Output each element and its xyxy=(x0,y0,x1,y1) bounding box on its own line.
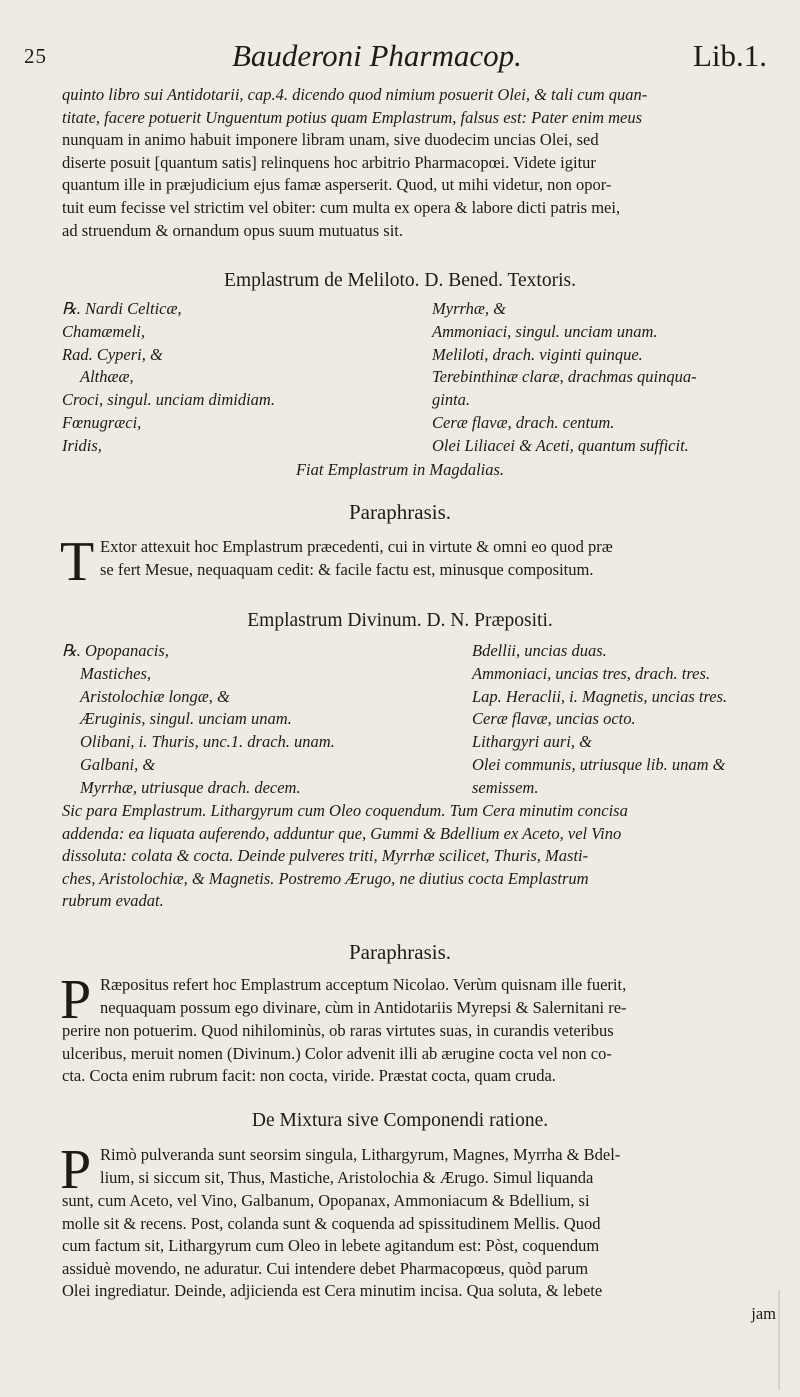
mixtura-heading: De Mixtura sive Componendi ratione. xyxy=(251,1110,549,1131)
page-number: 25 xyxy=(24,44,47,68)
ingredient-line: Chamæmeli, xyxy=(62,321,145,341)
recipe-title-divinum: Emplastrum Divinum. D. N. Præpositi. xyxy=(247,610,553,631)
ingredient-line: Olibani, i. Thuris, unc.1. drach. unam. xyxy=(80,732,335,752)
ingredient-line: Myrrhæ, utriusque drach. decem. xyxy=(80,777,301,797)
ingredient-line: Lap. Heraclii, i. Magnetis, uncias tres. xyxy=(472,686,728,706)
ingredient-line: Mastiches, xyxy=(80,663,152,683)
recipe1-closing: Fiat Emplastrum in Magdalias. xyxy=(295,460,505,479)
recipe2-ingredients-left xyxy=(62,640,335,800)
ingredient-line: Iridis, xyxy=(62,435,102,455)
text-line: diserte posuit [quantum satis] relinquens hoc arbitrio Pharmacopœi. Videte igitur xyxy=(62,152,596,172)
text-line: lium, si siccum sit, Thus, Mastiche, Aristolochia & Ærugo. Simul liquanda xyxy=(100,1167,594,1187)
recipe2-ingredients-right xyxy=(472,640,727,800)
ingredient-line: Olei Liliacei & Aceti, quantum sufficit. xyxy=(432,435,689,455)
text-line: nequaquam possum ego divinare, cùm in Antidotariis Myrepsi & Salernitani re- xyxy=(100,997,627,1017)
text-line: Olei ingrediatur. Deinde, adjicienda est Cera minutim incisa. Qua soluta, & lebete xyxy=(62,1281,603,1301)
running-header xyxy=(0,38,800,78)
text-line: cum factum sit, Lithargyrum cum Oleo in lebete agitandum est: Pòst, coquendum xyxy=(62,1236,600,1256)
page-edge-shadow xyxy=(778,1290,780,1390)
intro-paragraph xyxy=(62,84,786,242)
paraphrasis2-text xyxy=(100,974,786,1019)
text-line: assiduè movendo, ne aduratur. Cui intendere debet Pharmacopœus, quòd parum xyxy=(62,1258,589,1278)
paraphrasis1-text xyxy=(100,536,786,581)
ingredient-line: Galbani, & xyxy=(80,754,156,774)
catchword: jam xyxy=(751,1303,776,1323)
ingredient-line: Althææ, xyxy=(80,367,134,387)
ingredient-line: Meliloti, drach. viginti quinque. xyxy=(432,344,643,364)
ingredient-line: Aristolochiæ longæ, & xyxy=(80,686,230,706)
text-line: Rimò pulveranda sunt seorsim singula, Lithargyrum, Magnes, Myrrha & Bdel- xyxy=(100,1145,621,1164)
text-line: dissoluta: colata & cocta. Deinde pulveres triti, Myrrhæ scilicet, Thuris, Masti- xyxy=(62,846,589,866)
ingredient-line: Rad. Cyperi, & xyxy=(62,344,163,364)
mixtura-text xyxy=(100,1144,786,1189)
dropcap: P xyxy=(60,969,92,1031)
book-number: Lib.1. xyxy=(693,38,768,73)
ingredient-line: Æruginis, singul. unciam unam. xyxy=(80,709,292,729)
text-line: ulceribus, meruit nomen (Divinum.) Color advenit illi ab ærugine cocta vel non co- xyxy=(62,1043,612,1063)
text-line: quantum ille in præjudicium ejus famæ asperserit. Quod, ut mihi videtur, non opor- xyxy=(62,175,612,195)
ingredient-line: Croci, singul. unciam dimidiam. xyxy=(62,390,275,410)
paraphrasis-heading: Paraphrasis. xyxy=(348,940,452,964)
text-line: rubrum evadat. xyxy=(62,891,164,911)
ingredient-line: Ammoniaci, uncias tres, drach. tres. xyxy=(472,663,711,683)
text-line: quinto libro sui Antidotarii, cap.4. dicendo quod nimium posuerit Olei, & tali cum quan- xyxy=(62,85,648,104)
text-line: molle sit & recens. Post, colanda sunt & coquenda ad spissitudinem Mellis. Quod xyxy=(62,1213,601,1233)
ingredient-line: Fœnugræci, xyxy=(62,412,142,432)
ingredient-line: Lithargyri auri, & xyxy=(472,732,592,752)
paraphrasis2-text-cont xyxy=(62,1020,786,1088)
text-line: nunquam in animo habuit imponere libram unam, sive duodecim uncias Olei, sed xyxy=(62,130,599,150)
text-line: addenda: ea liquata auferendo, adduntur que, Gummi & Bdellium ex Aceto, vel Vino xyxy=(62,823,622,843)
ingredient-line: Olei communis, utriusque lib. unam & xyxy=(472,754,726,774)
text-line: Ræpositus refert hoc Emplastrum acceptum Nicolao. Verùm quisnam ille fuerit, xyxy=(100,975,627,994)
ingredient-line: Ceræ flavæ, uncias octo. xyxy=(472,709,636,729)
ingredient-line: Ceræ flavæ, drach. centum. xyxy=(432,412,615,432)
text-line: tuit eum fecisse vel strictim vel obiter: cum multa ex opera & labore dicti patris mei, xyxy=(62,197,621,217)
running-title: Bauderoni Pharmacop. xyxy=(232,38,522,73)
ingredient-line: Bdellii, uncias duas. xyxy=(472,641,607,660)
ingredient-line: ginta. xyxy=(432,390,471,410)
paraphrasis-heading: Paraphrasis. xyxy=(348,500,452,524)
dropcap: P xyxy=(60,1139,92,1201)
ingredient-line: Terebinthinæ claræ, drachmas quinqua- xyxy=(432,367,697,387)
text-line: ad struendum & ornandum opus suum mutuatus sit. xyxy=(62,220,403,240)
text-line: Extor attexuit hoc Emplastrum præcedenti, cui in virtute & omni eo quod præ xyxy=(100,537,613,556)
text-line: ches, Aristolochiæ, & Magnetis. Postremo Ærugo, ne diutius cocta Emplastrum xyxy=(62,868,589,888)
recipe1-ingredients-right xyxy=(432,298,697,458)
ingredient-line: ℞. Opopanacis, xyxy=(62,641,169,660)
ingredient-line: ℞. Nardi Celticæ, xyxy=(62,299,182,318)
recipe-title-meliloto: Emplastrum de Meliloto. D. Bened. Textoris. xyxy=(224,270,576,291)
text-line: se fert Mesue, nequaquam cedit: & facile factu est, minusque compositum. xyxy=(100,559,594,579)
ingredient-line: semissem. xyxy=(472,777,539,797)
text-line: cta. Cocta enim rubrum facit: non cocta, viride. Præstat cocta, quam cruda. xyxy=(62,1066,556,1086)
recipe1-ingredients-left xyxy=(62,298,275,458)
dropcap: T xyxy=(60,531,95,593)
text-line: Sic para Emplastrum. Lithargyrum cum Oleo coquendum. Tum Cera minutim concisa xyxy=(62,801,628,820)
ingredient-line: Myrrhæ, & xyxy=(432,299,506,318)
text-line: perire non potuerim. Quod nihilominùs, ob raras virtutes suas, in curandis veteribus xyxy=(62,1021,614,1040)
text-line: sunt, cum Aceto, vel Vino, Galbanum, Opopanax, Ammoniacum & Bdellium, si xyxy=(62,1191,590,1210)
recipe2-method xyxy=(62,800,786,913)
text-line: titate, facere potuerit Unguentum potius quam Emplastrum, falsus est: Pater enim meus xyxy=(62,107,643,127)
mixtura-text-cont xyxy=(62,1190,786,1326)
ingredient-line: Ammoniaci, singul. unciam unam. xyxy=(432,321,658,341)
